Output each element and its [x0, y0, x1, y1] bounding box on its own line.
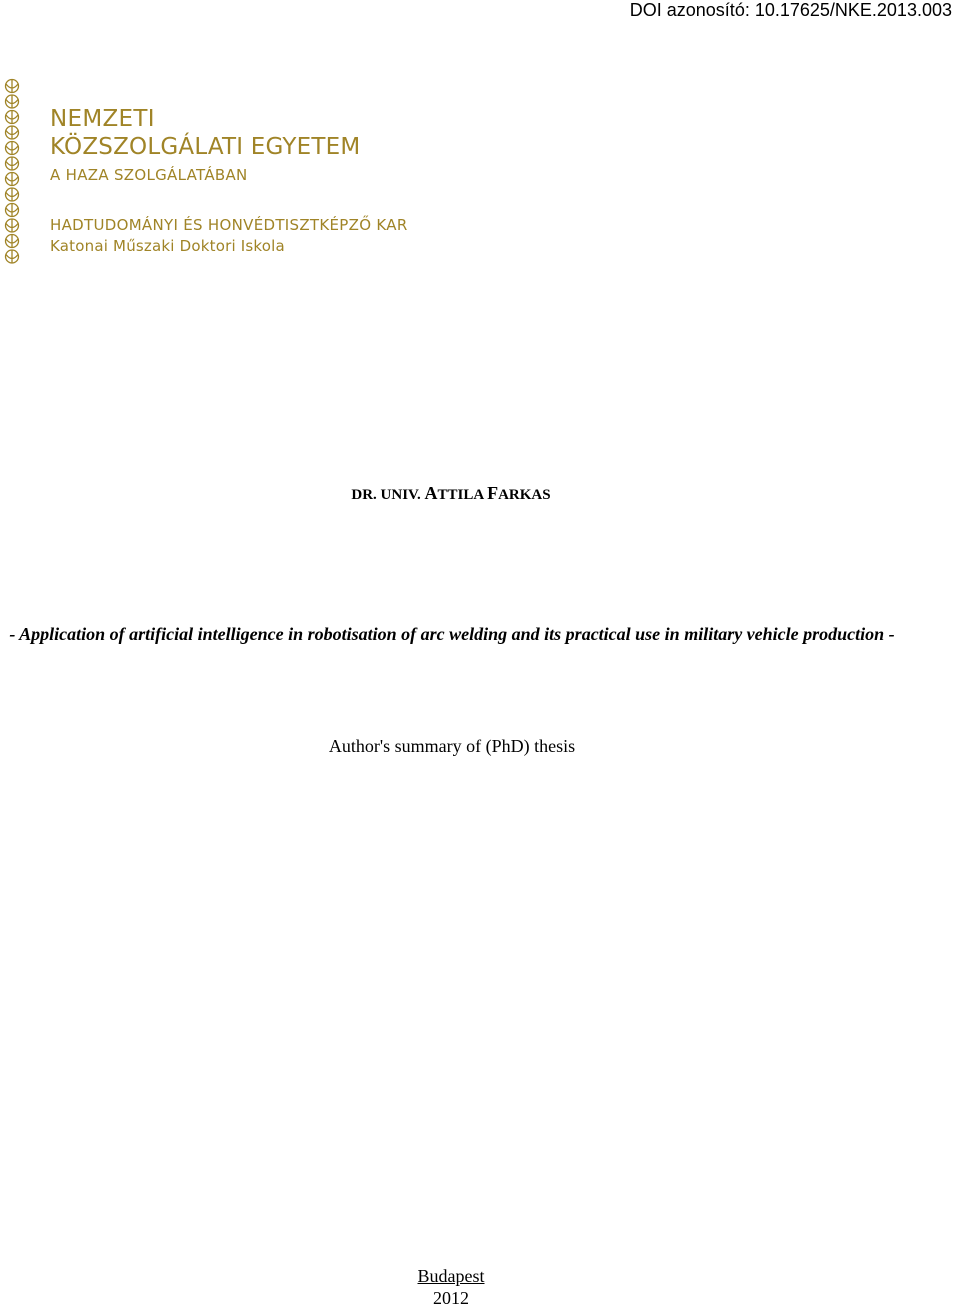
doi-identifier: DOI azonosító: 10.17625/NKE.2013.003 [629, 0, 952, 20]
author-first-initial: A [424, 483, 438, 503]
thesis-subtitle: Author's summary of (PhD) thesis [328, 736, 576, 756]
faculty-name: HADTUDOMÁNYI ÉS HONVÉDTISZTKÉPZŐ KAR [50, 216, 408, 234]
university-name-line2: KÖZSZOLGÁLATI EGYETEM [50, 134, 361, 160]
author-last-rest: ARKAS [498, 487, 551, 503]
university-motto: A HAZA SZOLGÁLATÁBAN [50, 166, 248, 184]
author-name [0, 483, 902, 504]
publication-year: 2012 [433, 1288, 469, 1308]
publication-place: Budapest [417, 1266, 485, 1286]
university-name-line1: NEMZETI [50, 106, 155, 132]
author-prefix: DR. UNIV. [351, 487, 425, 503]
thesis-title: - Application of artificial intelligence in robotisation of arc welding and its practical use in military vehicle production - [9, 624, 895, 644]
doctoral-school-name: Katonai Műszaki Doktori Iskola [50, 237, 285, 255]
knot-ornament-icon [2, 78, 22, 268]
author-last-initial: F [487, 483, 499, 503]
author-first-rest: TTILA [437, 487, 488, 503]
